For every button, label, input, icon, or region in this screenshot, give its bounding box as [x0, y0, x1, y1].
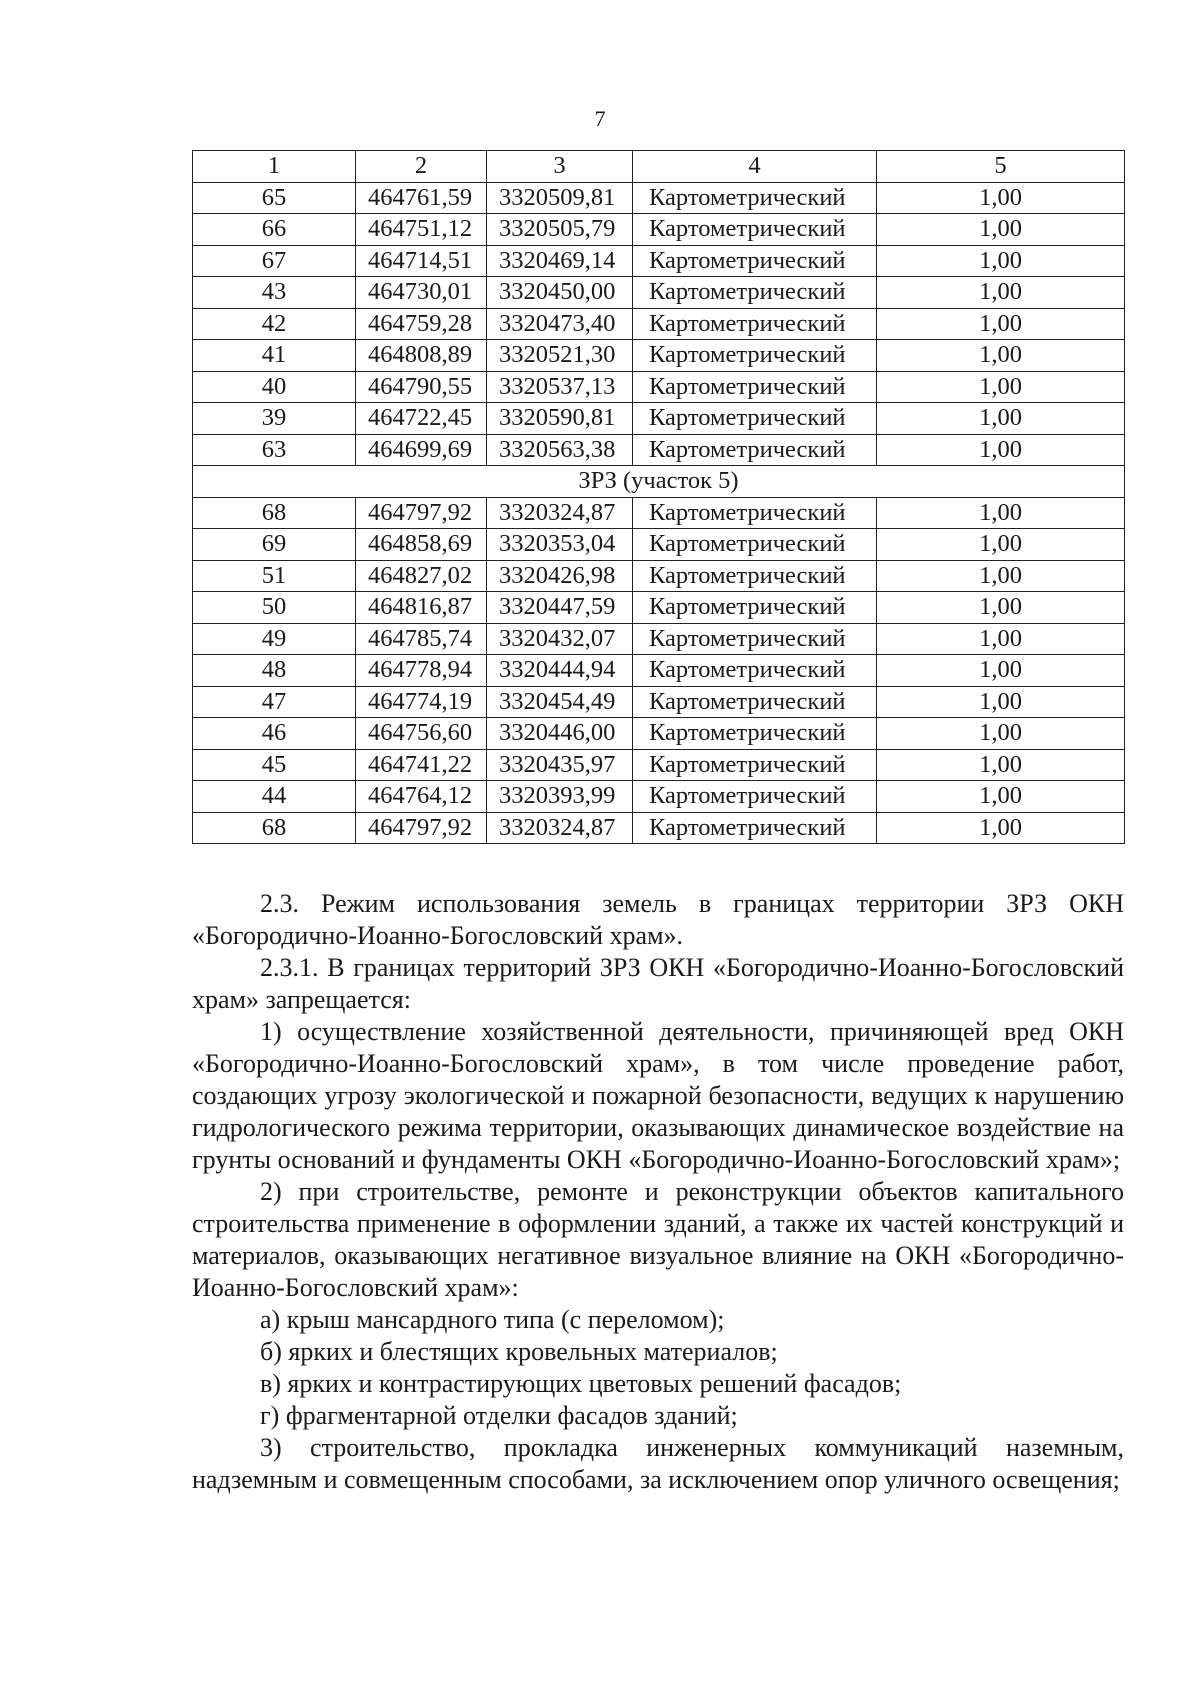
accuracy-cell: 1,00: [877, 529, 1125, 561]
table-row: [193, 718, 1125, 750]
method-cell: Картометрический: [633, 434, 877, 466]
y-coordinate-cell: 3320454,49: [487, 686, 633, 718]
y-coordinate-cell: 3320324,87: [487, 497, 633, 529]
point-number-cell: 49: [193, 623, 356, 655]
y-coordinate-cell: 3320444,94: [487, 655, 633, 687]
table-row: [193, 434, 1125, 466]
x-coordinate-cell: 464774,19: [356, 686, 487, 718]
point-number-cell: 68: [193, 497, 356, 529]
point-number-cell: 44: [193, 781, 356, 813]
table-row: [193, 214, 1125, 246]
accuracy-cell: 1,00: [877, 245, 1125, 277]
x-coordinate-cell: 464797,92: [356, 812, 487, 844]
method-cell: Картометрический: [633, 403, 877, 435]
item-3-paragraph: 3) строительство, прокладка инженерных коммуникаций наземным, надземным и совмещенным способами, за исключением опор уличного освещения;: [192, 1433, 1124, 1494]
x-coordinate-cell: 464827,02: [356, 560, 487, 592]
header-cell: 3: [487, 151, 633, 183]
y-coordinate-cell: 3320447,59: [487, 592, 633, 624]
x-coordinate-cell: 464785,74: [356, 623, 487, 655]
point-number-cell: 48: [193, 655, 356, 687]
point-number-cell: 41: [193, 340, 356, 372]
method-cell: Картометрический: [633, 340, 877, 372]
point-number-cell: 50: [193, 592, 356, 624]
table-row: [193, 308, 1125, 340]
item-2v-paragraph: в) ярких и контрастирующих цветовых решений фасадов;: [260, 1369, 902, 1398]
table-row: [193, 277, 1125, 309]
header-cell: 1: [193, 151, 356, 183]
y-coordinate-cell: 3320324,87: [487, 812, 633, 844]
y-coordinate-cell: 3320426,98: [487, 560, 633, 592]
x-coordinate-cell: 464764,12: [356, 781, 487, 813]
method-cell: Картометрический: [633, 812, 877, 844]
accuracy-cell: 1,00: [877, 340, 1125, 372]
accuracy-cell: 1,00: [877, 655, 1125, 687]
x-coordinate-cell: 464730,01: [356, 277, 487, 309]
x-coordinate-cell: 464790,55: [356, 371, 487, 403]
item-2a-paragraph: а) крыш мансардного типа (с переломом);: [260, 1305, 725, 1334]
y-coordinate-cell: 3320563,38: [487, 434, 633, 466]
item-1-paragraph: 1) осуществление хозяйственной деятельности, причиняющей вред ОКН «Богородично-Иоанно-Богословский храм», в том числе проведение работ, создающих угрозу экологической и пожарной безопасности, ведущих к нарушению гидрологического режима территории, оказывающих динамическое воздействие на грунты оснований и фундаменты ОКН «Богородично-Иоанно-Богословский храм»;: [192, 1017, 1124, 1174]
section-2-3-1-paragraph: 2.3.1. В границах территорий ЗРЗ ОКН «Богородично-Иоанно-Богословский храм» запрещается:: [192, 953, 1124, 1014]
y-coordinate-cell: 3320450,00: [487, 277, 633, 309]
table-row: [193, 812, 1125, 844]
x-coordinate-cell: 464722,45: [356, 403, 487, 435]
method-cell: Картометрический: [633, 529, 877, 561]
accuracy-cell: 1,00: [877, 560, 1125, 592]
point-number-cell: 42: [193, 308, 356, 340]
point-number-cell: 39: [193, 403, 356, 435]
y-coordinate-cell: 3320537,13: [487, 371, 633, 403]
table-row: [193, 340, 1125, 372]
accuracy-cell: 1,00: [877, 686, 1125, 718]
x-coordinate-cell: 464756,60: [356, 718, 487, 750]
x-coordinate-cell: 464797,92: [356, 497, 487, 529]
x-coordinate-cell: 464808,89: [356, 340, 487, 372]
point-number-cell: 65: [193, 182, 356, 214]
accuracy-cell: 1,00: [877, 497, 1125, 529]
table-row: [193, 371, 1125, 403]
table-row: [193, 560, 1125, 592]
x-coordinate-cell: 464699,69: [356, 434, 487, 466]
accuracy-cell: 1,00: [877, 749, 1125, 781]
y-coordinate-cell: 3320469,14: [487, 245, 633, 277]
x-coordinate-cell: 464751,12: [356, 214, 487, 246]
header-cell: 2: [356, 151, 487, 183]
accuracy-cell: 1,00: [877, 434, 1125, 466]
method-cell: Картометрический: [633, 781, 877, 813]
x-coordinate-cell: 464778,94: [356, 655, 487, 687]
y-coordinate-cell: 3320435,97: [487, 749, 633, 781]
body-text: [192, 888, 1124, 1496]
table-row: [193, 245, 1125, 277]
table-row: [193, 497, 1125, 529]
table-row: [193, 182, 1125, 214]
method-cell: Картометрический: [633, 214, 877, 246]
table-row: [193, 403, 1125, 435]
y-coordinate-cell: 3320473,40: [487, 308, 633, 340]
item-2-paragraph: 2) при строительстве, ремонте и реконструкции объектов капитального строительства применение в оформлении зданий, а также их частей конструкций и материалов, оказывающих негативное визуальное влияние на ОКН «Богородично-Иоанно-Богословский храм»:: [192, 1177, 1124, 1302]
point-number-cell: 66: [193, 214, 356, 246]
section-row: [193, 466, 1125, 498]
method-cell: Картометрический: [633, 560, 877, 592]
point-number-cell: 43: [193, 277, 356, 309]
method-cell: Картометрический: [633, 245, 877, 277]
method-cell: Картометрический: [633, 623, 877, 655]
accuracy-cell: 1,00: [877, 214, 1125, 246]
method-cell: Картометрический: [633, 749, 877, 781]
x-coordinate-cell: 464816,87: [356, 592, 487, 624]
method-cell: Картометрический: [633, 718, 877, 750]
accuracy-cell: 1,00: [877, 403, 1125, 435]
method-cell: Картометрический: [633, 655, 877, 687]
y-coordinate-cell: 3320521,30: [487, 340, 633, 372]
table-row: [193, 623, 1125, 655]
accuracy-cell: 1,00: [877, 718, 1125, 750]
accuracy-cell: 1,00: [877, 812, 1125, 844]
point-number-cell: 51: [193, 560, 356, 592]
table-row: [193, 592, 1125, 624]
y-coordinate-cell: 3320590,81: [487, 403, 633, 435]
accuracy-cell: 1,00: [877, 182, 1125, 214]
accuracy-cell: 1,00: [877, 308, 1125, 340]
y-coordinate-cell: 3320505,79: [487, 214, 633, 246]
x-coordinate-cell: 464761,59: [356, 182, 487, 214]
point-number-cell: 68: [193, 812, 356, 844]
accuracy-cell: 1,00: [877, 623, 1125, 655]
coordinates-table: [192, 150, 1125, 844]
accuracy-cell: 1,00: [877, 371, 1125, 403]
point-number-cell: 63: [193, 434, 356, 466]
y-coordinate-cell: 3320353,04: [487, 529, 633, 561]
accuracy-cell: 1,00: [877, 781, 1125, 813]
method-cell: Картометрический: [633, 277, 877, 309]
header-cell: 5: [877, 151, 1125, 183]
method-cell: Картометрический: [633, 371, 877, 403]
section-2-3-paragraph: 2.3. Режим использования земель в границах территории ЗРЗ ОКН «Богородично-Иоанно-Богословский храм».: [192, 889, 1124, 950]
table-row: [193, 655, 1125, 687]
header-cell: 4: [633, 151, 877, 183]
x-coordinate-cell: 464714,51: [356, 245, 487, 277]
table-row: [193, 749, 1125, 781]
accuracy-cell: 1,00: [877, 277, 1125, 309]
point-number-cell: 40: [193, 371, 356, 403]
table-row: [193, 686, 1125, 718]
table-header-row: [193, 151, 1125, 183]
point-number-cell: 45: [193, 749, 356, 781]
x-coordinate-cell: 464858,69: [356, 529, 487, 561]
method-cell: Картометрический: [633, 592, 877, 624]
method-cell: Картометрический: [633, 182, 877, 214]
point-number-cell: 47: [193, 686, 356, 718]
point-number-cell: 67: [193, 245, 356, 277]
method-cell: Картометрический: [633, 686, 877, 718]
point-number-cell: 46: [193, 718, 356, 750]
x-coordinate-cell: 464741,22: [356, 749, 487, 781]
table-row: [193, 781, 1125, 813]
section-title-cell: ЗРЗ (участок 5): [193, 466, 1125, 498]
point-number-cell: 69: [193, 529, 356, 561]
method-cell: Картометрический: [633, 308, 877, 340]
table-row: [193, 529, 1125, 561]
accuracy-cell: 1,00: [877, 592, 1125, 624]
method-cell: Картометрический: [633, 497, 877, 529]
x-coordinate-cell: 464759,28: [356, 308, 487, 340]
item-2g-paragraph: г) фрагментарной отделки фасадов зданий;: [260, 1401, 738, 1430]
page-number: 7: [594, 106, 606, 131]
y-coordinate-cell: 3320446,00: [487, 718, 633, 750]
item-2b-paragraph: б) ярких и блестящих кровельных материалов;: [260, 1337, 778, 1366]
y-coordinate-cell: 3320432,07: [487, 623, 633, 655]
y-coordinate-cell: 3320509,81: [487, 182, 633, 214]
y-coordinate-cell: 3320393,99: [487, 781, 633, 813]
